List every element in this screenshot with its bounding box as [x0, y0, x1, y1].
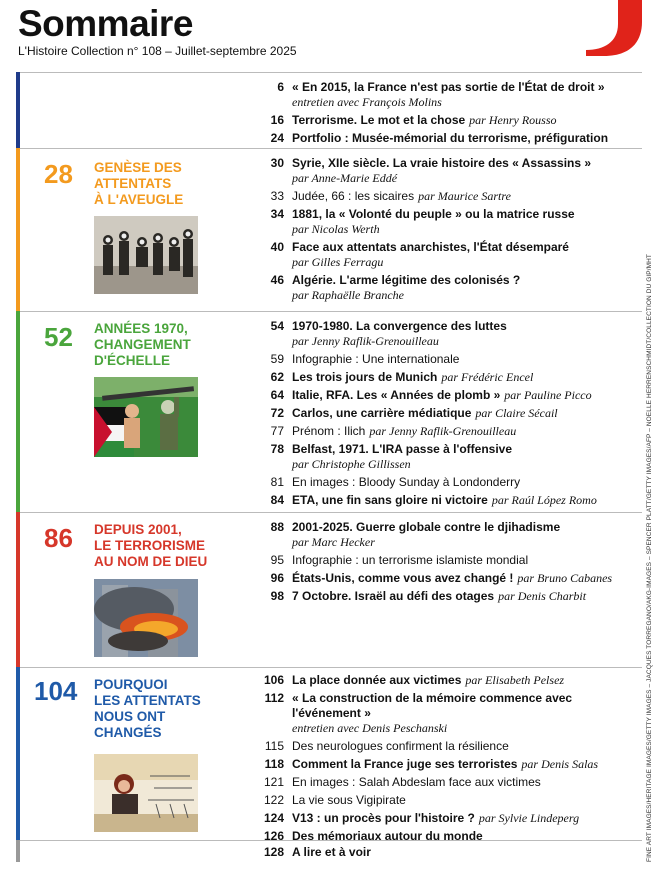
entry-title: A lire et à voir — [292, 845, 371, 859]
entry-title: Infographie : un terrorisme islamiste mondial — [292, 553, 529, 567]
entry-text — [284, 493, 642, 508]
section-genese — [16, 148, 642, 311]
entry-text — [284, 113, 642, 128]
magazine-logo-icon — [586, 0, 642, 56]
entry-text — [284, 691, 642, 736]
page-number: 118 — [264, 757, 284, 771]
toc-entry — [252, 673, 642, 688]
entry-title: Carlos, une carrière médiatique — [292, 406, 472, 420]
entry-text — [284, 775, 642, 790]
entry-author: par Christophe Gillissen — [292, 457, 411, 471]
intro-section — [16, 72, 642, 148]
page-number: 124 — [263, 811, 284, 825]
entry-author: par Nicolas Werth — [292, 222, 380, 236]
page-number: 112 — [264, 691, 284, 705]
entry-author: par Sylvie Lindeperg — [478, 811, 580, 825]
page-number: 84 — [270, 493, 284, 507]
section-color-bar — [16, 148, 20, 311]
entry-author: par Marc Hecker — [292, 535, 375, 549]
section-pourquoi — [16, 667, 642, 843]
toc-entry — [252, 273, 642, 303]
intro-color-bar — [16, 72, 20, 148]
entry-author: par Denis Charbit — [498, 589, 587, 603]
courtroom-drawing — [94, 754, 198, 832]
section-entries — [252, 520, 642, 607]
entry-title: « En 2015, la France n'est pas sortie de l'État de droit » — [292, 80, 605, 94]
anarchists-group-photo — [94, 216, 198, 294]
entry-title: Des neurologues confirment la résilience — [292, 739, 509, 753]
entry-title: Comment la France juge ses terroristes — [292, 757, 518, 771]
entry-text — [284, 553, 642, 568]
entry-title: Syrie, XIIe siècle. La vraie histoire des « Assassins » — [292, 156, 592, 170]
section-number: 104 — [34, 676, 78, 706]
entry-text — [284, 388, 642, 403]
page-number: 96 — [270, 571, 284, 585]
section-title: GENÈSE DES ATTENTATS À L'AVEUGLE — [94, 160, 184, 207]
page-number: 121 — [263, 775, 284, 789]
entry-title: Les trois jours de Munich — [292, 370, 438, 384]
entry-text — [284, 673, 642, 688]
section-color-bar — [16, 667, 20, 840]
toc-entry — [252, 691, 642, 736]
page-number: 6 — [277, 80, 284, 94]
entry-title: V13 : un procès pour l'histoire ? — [292, 811, 475, 825]
page-number: 88 — [270, 520, 284, 534]
entry-title: En images : Bloody Sunday à Londonderry — [292, 475, 521, 489]
entry-author: par Maurice Sartre — [418, 189, 511, 203]
page-number: 62 — [270, 370, 284, 384]
page-number: 59 — [270, 352, 284, 366]
entry-author: entretien avec Denis Peschanski — [292, 721, 448, 735]
toc-entry — [252, 80, 642, 110]
entry-author: par Raphaëlle Branche — [292, 288, 404, 302]
entry-title: États-Unis, comme vous avez changé ! — [292, 571, 514, 585]
entry-title: 7 Octobre. Israël au défi des otages — [292, 589, 495, 603]
entry-text — [284, 189, 642, 204]
page-number: 40 — [270, 240, 284, 254]
page-number: 33 — [270, 189, 284, 203]
toc-entry — [252, 475, 642, 490]
section-entries — [252, 319, 642, 511]
section-number: 28 — [44, 159, 73, 189]
page-number: 46 — [270, 273, 284, 287]
mural-fighters-image — [94, 377, 198, 457]
entry-text — [284, 571, 642, 586]
page-number: 34 — [270, 207, 284, 221]
entry-author: par Gilles Ferragu — [292, 255, 384, 269]
toc-entry — [252, 845, 642, 860]
photo-credits: FINE ART IMAGES/HERITAGE IMAGES/GETTY IMAGES – JACQUES TORREGANO/AKG-IMAGES – SPENCER PLATT/GETTY IMAGES/AFP – NOELLE HERRENSCHMIDT/COLLECTION DU GIP/MHT — [646, 254, 653, 862]
entry-text — [284, 131, 642, 146]
page-number: 16 — [270, 113, 284, 127]
entry-text — [284, 319, 642, 349]
entry-title: Prénom : Ilich — [292, 424, 366, 438]
page-number: 128 — [263, 845, 284, 859]
entry-text — [284, 156, 642, 186]
intro-entries — [252, 80, 642, 149]
issue-subtitle: L'Histoire Collection n° 108 – Juillet-septembre 2025 — [18, 44, 297, 58]
entry-title: Face aux attentats anarchistes, l'État désemparé — [292, 240, 569, 254]
page-number: 115 — [264, 739, 284, 753]
toc-entry — [252, 207, 642, 237]
entry-author: par Denis Salas — [521, 757, 599, 771]
toc-entry — [252, 406, 642, 421]
entry-title: ETA, une fin sans gloire ni victoire — [292, 493, 488, 507]
entry-text — [284, 793, 642, 808]
entry-title: Belfast, 1971. L'IRA passe à l'offensive — [292, 442, 513, 456]
footer-section — [16, 840, 642, 862]
footer-entries — [252, 845, 642, 863]
entry-text — [284, 406, 642, 421]
toc-entry — [252, 113, 642, 128]
entry-text — [284, 757, 642, 772]
entry-title: 1970-1980. La convergence des luttes — [292, 319, 507, 333]
toc-entry — [252, 156, 642, 186]
section-title: ANNÉES 1970, CHANGEMENT D'ÉCHELLE — [94, 321, 191, 368]
toc-entry — [252, 352, 642, 367]
page-number: 106 — [263, 673, 284, 687]
entry-title: Des mémoriaux autour du monde — [292, 829, 483, 843]
entry-text — [284, 370, 642, 385]
entry-author: par Claire Sécail — [475, 406, 558, 420]
section-title: POURQUOI LES ATTENTATS NOUS ONT CHANGÉS — [94, 677, 201, 740]
page-number: 24 — [270, 131, 284, 145]
section-entries — [252, 156, 642, 306]
page-number: 72 — [270, 406, 284, 420]
entry-text — [284, 589, 642, 604]
page-number: 98 — [270, 589, 284, 603]
toc-entry — [252, 319, 642, 349]
page-title: Sommaire — [18, 3, 193, 44]
toc-entry — [252, 589, 642, 604]
page-number: 81 — [270, 475, 284, 489]
entry-text — [284, 811, 642, 826]
toc-entry — [252, 424, 642, 439]
entry-title: Portfolio : Musée-mémorial du terrorisme, préfiguration — [292, 131, 609, 145]
toc-entry — [252, 793, 642, 808]
entry-title: 1881, la « Volonté du peuple » ou la matrice russe — [292, 207, 575, 221]
toc-entry — [252, 493, 642, 508]
footer-color-bar — [16, 840, 20, 862]
toc-entry — [252, 520, 642, 550]
entry-author: par Raúl López Romo — [491, 493, 597, 507]
entry-text — [284, 739, 642, 754]
entry-text — [284, 207, 642, 237]
page-number: 95 — [270, 553, 284, 567]
entry-text — [284, 475, 642, 490]
entry-title: La place donnée aux victimes — [292, 673, 462, 687]
entry-text — [284, 424, 642, 439]
entry-text — [284, 240, 642, 270]
entry-author: par Frédéric Encel — [441, 370, 534, 384]
page-number: 78 — [270, 442, 284, 456]
toc-entry — [252, 388, 642, 403]
toc-entry — [252, 739, 642, 754]
entry-text — [284, 442, 642, 472]
entry-author: par Pauline Picco — [504, 388, 592, 402]
section-entries — [252, 673, 642, 847]
page-header — [18, 4, 297, 58]
toc-entry — [252, 131, 642, 146]
entry-author: entretien avec François Molins — [292, 95, 442, 109]
entry-author: par Jenny Raflik-Grenouilleau — [292, 334, 439, 348]
entry-author: par Elisabeth Pelsez — [465, 673, 565, 687]
toc-entry — [252, 811, 642, 826]
entry-text — [284, 520, 642, 550]
section-depuis-2001 — [16, 512, 642, 667]
entry-author: par Bruno Cabanes — [517, 571, 613, 585]
entry-title: Infographie : Une internationale — [292, 352, 460, 366]
entry-title: Italie, RFA. Les « Années de plomb » — [292, 388, 501, 402]
page-number: 30 — [270, 156, 284, 170]
entry-title: Algérie. L'arme légitime des colonisés ? — [292, 273, 521, 287]
entry-text — [284, 352, 642, 367]
toc-entry — [252, 775, 642, 790]
section-color-bar — [16, 512, 20, 667]
entry-title: 2001-2025. Guerre globale contre le djihadisme — [292, 520, 561, 534]
toc-entry — [252, 553, 642, 568]
section-number: 52 — [44, 322, 73, 352]
toc-entry — [252, 571, 642, 586]
entry-author: par Anne-Marie Eddé — [292, 171, 398, 185]
toc-entry — [252, 442, 642, 472]
page-number: 54 — [270, 319, 284, 333]
entry-text — [284, 273, 642, 303]
toc-entry — [252, 240, 642, 270]
page-number: 126 — [263, 829, 284, 843]
toc-entry — [252, 370, 642, 385]
entry-text — [284, 80, 642, 110]
section-number: 86 — [44, 523, 73, 553]
page-number: 122 — [263, 793, 284, 807]
section-annees-1970 — [16, 311, 642, 512]
toc-entry — [252, 189, 642, 204]
entry-title: La vie sous Vigipirate — [292, 793, 406, 807]
toc-entry — [252, 757, 642, 772]
page-number: 77 — [270, 424, 284, 438]
entry-author: par Henry Rousso — [469, 113, 557, 127]
entry-title: Terrorisme. Le mot et la chose — [292, 113, 466, 127]
entry-author: par Jenny Raflik-Grenouilleau — [369, 424, 517, 438]
entry-title: En images : Salah Abdeslam face aux victimes — [292, 775, 541, 789]
page-number: 64 — [270, 388, 284, 402]
entry-title: « La construction de la mémoire commence avec l'événement » — [292, 691, 573, 720]
burning-tower-photo — [94, 579, 198, 657]
section-title: DEPUIS 2001, LE TERRORISME AU NOM DE DIEU — [94, 522, 208, 569]
section-color-bar — [16, 311, 20, 512]
entry-text — [284, 845, 642, 860]
entry-title: Judée, 66 : les sicaires — [292, 189, 415, 203]
